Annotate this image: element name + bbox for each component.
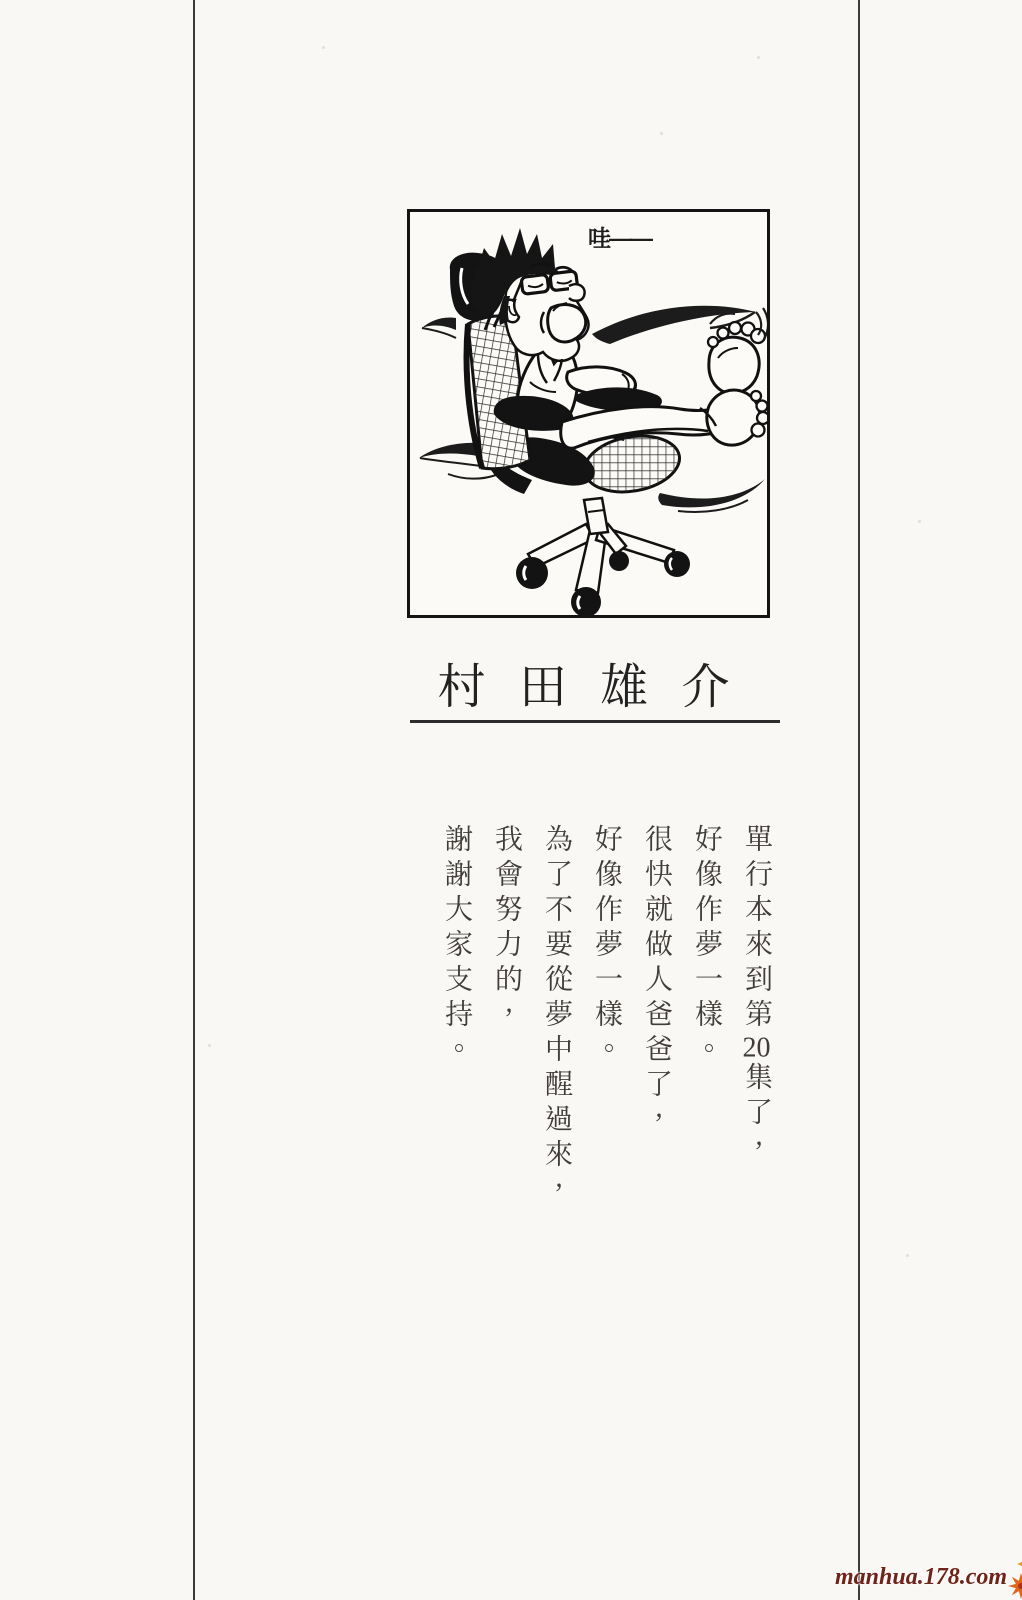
scan-speck: [918, 520, 921, 523]
afterword-column: 很快就做人爸爸了，: [641, 824, 672, 1139]
chair-base: [516, 498, 690, 615]
afterword-column: 謝謝大家支持。: [441, 824, 472, 1069]
scan-speck: [906, 1254, 909, 1257]
page-border-left: [193, 0, 195, 1600]
swirl-lower-right: [658, 479, 765, 507]
author-name-underline: [410, 720, 780, 723]
watermark-text: manhua.178.com: [835, 1564, 1008, 1590]
afterword-column: 我會努力的，: [491, 824, 522, 1034]
nose: [569, 284, 585, 301]
bare-feet: [700, 322, 767, 445]
afterword-column: 好像作夢一樣。: [691, 824, 722, 1069]
afterword-column: 單行本來到第20集了，: [741, 824, 772, 1167]
site-watermark: [835, 1556, 1022, 1600]
exclamation-text: 哇——: [588, 225, 651, 251]
scan-speck: [208, 1044, 211, 1047]
author-name: 村 田 雄 介: [437, 661, 740, 714]
afterword-column: 為了不要從夢中醒過來，: [541, 824, 572, 1209]
watermark-stars-icon: [1005, 1556, 1022, 1600]
afterword-text: [428, 824, 770, 1264]
illustration-panel: [407, 209, 770, 618]
scan-speck: [757, 56, 760, 59]
page-border-right: [858, 0, 860, 1600]
afterword-column: 好像作夢一樣。: [591, 824, 622, 1069]
scan-speck: [660, 132, 663, 135]
scan-speck: [322, 46, 325, 49]
author-illustration: [410, 212, 767, 615]
